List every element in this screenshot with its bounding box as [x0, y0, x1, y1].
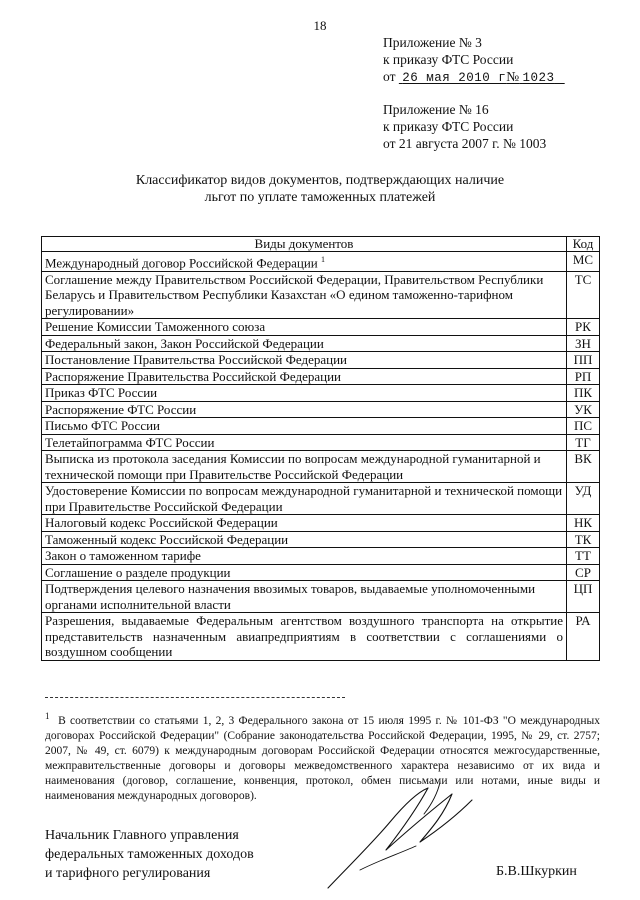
signatory-title-line-1: Начальник Главного управления [45, 828, 239, 843]
document-code-cell: СР [567, 564, 600, 581]
document-type-name: Федеральный закон, Закон Российской Федерации [45, 335, 324, 351]
document-type-name: Выписка из протокола заседания Комиссии по вопросам международной гуманитарной и технической помощи при Правительстве Российской Федерации [45, 451, 541, 482]
order-number: 1023 [522, 71, 555, 85]
header-code: Код [567, 237, 600, 252]
table-row [42, 352, 600, 369]
document-type-name: Распоряжение Правительства Российской Федерации [45, 368, 341, 384]
document-type-cell [42, 319, 567, 336]
document-code-cell: ПК [567, 385, 600, 402]
document-type-cell [42, 531, 567, 548]
table-row [42, 564, 600, 581]
table-body [42, 252, 600, 661]
document-type-name: Соглашение о разделе продукции [45, 564, 231, 580]
document-code-cell: НК [567, 515, 600, 532]
table-row [42, 581, 600, 613]
document-title [0, 172, 640, 206]
document-type-cell [42, 483, 567, 515]
document-type-cell [42, 335, 567, 352]
document-code-cell: ЦП [567, 581, 600, 613]
appendix-current-date-line [383, 68, 565, 87]
document-types-table [41, 236, 600, 661]
document-type-name: Решение Комиссии Таможенного союза [45, 319, 266, 335]
document-code-cell: ВК [567, 451, 600, 483]
document-type-name: Международный договор Российской Федерации [45, 255, 318, 271]
document-code-cell: ТГ [567, 434, 600, 451]
document-code-cell: ТТ [567, 548, 600, 565]
table-header-row [42, 237, 600, 252]
table-row [42, 271, 600, 319]
document-type-cell [42, 581, 567, 613]
footnote-text: В соответствии со статьями 1, 2, 3 Федерального закона от 15 июля 1995 г. № 101-ФЗ "О международных договорах Российской Федерации" (Собрание законодательства Российской Федерации, 1995, № 29, ст. 2757; 2007, № 49, ст. 6079) к международным договорам Российской Федерации относятся межгосударственные, межправительственные договоры и договоры межведомственного характера независимо от их вида и наименования (договор, соглашение, конвенция, протокол, обмен письмами или нотами, иные виды и наименования международных договоров). [45, 714, 601, 802]
appendix-original-order: к приказу ФТС России [383, 119, 514, 134]
document-code-cell: УД [567, 483, 600, 515]
appendix-original [383, 101, 546, 152]
document-type-name: Закон о таможенном тарифе [45, 548, 201, 564]
document-code-cell: ТК [567, 531, 600, 548]
footnote-reference: 1 [321, 255, 326, 264]
signature-block [45, 826, 254, 883]
document-title-line-1: Классификатор видов документов, подтверждающих наличие [135, 173, 505, 188]
appendix-original-date: от 21 августа 2007 г. № 1003 [383, 136, 547, 151]
document-type-cell [42, 368, 567, 385]
document-type-name: Распоряжение ФТС России [45, 401, 197, 417]
order-date: 26 мая 2010 г [402, 71, 507, 85]
footnote-separator [45, 697, 345, 698]
document-type-cell [42, 564, 567, 581]
document-type-name: Соглашение между Правительством Российской Федерации, Правительством Республики Беларусь и Правительством Республики Казахстан «О едином таможенно-тарифном регулировании» [45, 271, 544, 318]
table-row [42, 483, 600, 515]
table-row [42, 401, 600, 418]
table-row [42, 335, 600, 352]
document-type-name: Таможенный кодекс Российской Федерации [45, 531, 289, 547]
document-type-name: Налоговый кодекс Российской Федерации [45, 515, 278, 531]
document-code-cell: ПП [567, 352, 600, 369]
table-row [42, 434, 600, 451]
appendix-current-order: к приказу ФТС России [383, 52, 514, 67]
document-code-cell: ЗН [567, 335, 600, 352]
table-row [42, 531, 600, 548]
document-type-name: Постановление Правительства Российской Федерации [45, 352, 347, 368]
table-row [42, 613, 600, 661]
table-row [42, 451, 600, 483]
document-code-cell: УК [567, 401, 600, 418]
table-row [42, 368, 600, 385]
table-row [42, 252, 600, 272]
footnote-marker: 1 [45, 711, 50, 721]
signatory-title-line-2: федеральных таможенных доходов [45, 847, 254, 862]
document-code-cell: ПС [567, 418, 600, 435]
document-code-cell: РК [567, 319, 600, 336]
document-type-name: Телетайпограмма ФТС России [45, 434, 215, 450]
table-row [42, 385, 600, 402]
document-code-cell: РП [567, 368, 600, 385]
document-type-name: Удостоверение Комиссии по вопросам международной гуманитарной и технической помощи при Правительстве Российской Федерации [45, 483, 563, 514]
document-type-cell [42, 418, 567, 435]
number-prefix: № [506, 69, 520, 84]
document-type-cell [42, 271, 567, 319]
table-row [42, 548, 600, 565]
document-type-cell [42, 515, 567, 532]
document-title-line-2: льгот по уплате таможенных платежей [204, 190, 436, 205]
date-prefix: от [383, 69, 396, 84]
header-document-types: Виды документов [42, 237, 567, 252]
document-code-cell: РА [567, 613, 600, 661]
page-number: 18 [313, 18, 327, 33]
handwritten-signature [320, 770, 480, 895]
table-row [42, 515, 600, 532]
appendix-current [383, 34, 565, 87]
document-type-cell [42, 252, 567, 272]
document-type-name: Приказ ФТС России [45, 385, 158, 401]
document-type-name: Разрешения, выдаваемые Федеральным агентством воздушного транспорта на открытие представительств назначенным авиапредприятиям в соответствии с соглашениями о воздушном сообщении [45, 613, 563, 660]
appendix-current-title: Приложение № 3 [383, 35, 482, 50]
appendix-original-title: Приложение № 16 [383, 102, 489, 117]
document-type-cell [42, 352, 567, 369]
table-row [42, 418, 600, 435]
signatory-title-line-3: и тарифного регулирования [45, 866, 211, 881]
document-type-cell [42, 613, 567, 661]
document-type-cell [42, 451, 567, 483]
document-code-cell: ТС [567, 271, 600, 319]
document-type-cell [42, 434, 567, 451]
document-code-cell: МС [567, 252, 600, 272]
table-row [42, 319, 600, 336]
signatory-name: Б.В.Шкуркин [496, 864, 577, 879]
document-type-name: Письмо ФТС России [45, 418, 161, 434]
document-type-cell [42, 385, 567, 402]
document-type-name: Подтверждения целевого назначения ввозимых товаров, выдаваемые уполномоченными органами исполнительной власти [45, 581, 536, 612]
document-type-cell [42, 548, 567, 565]
document-type-cell [42, 401, 567, 418]
